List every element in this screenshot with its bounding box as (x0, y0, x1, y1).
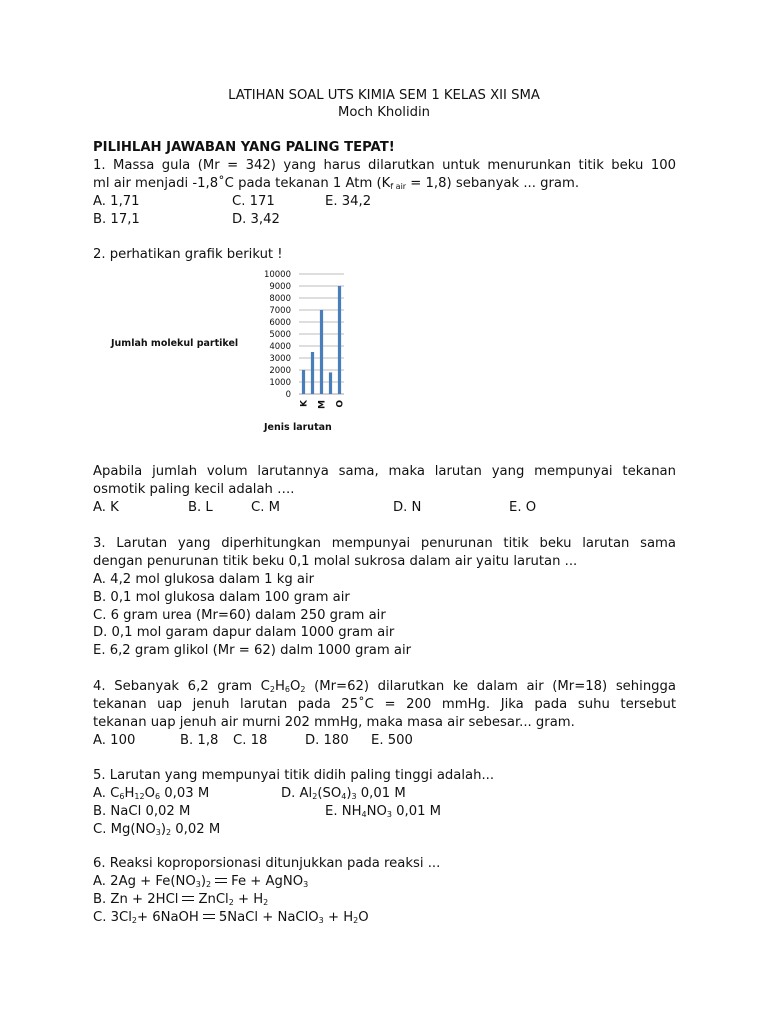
q6-option-b: B. Zn + 2HCl ZnCl$_2$ + $H_2$ (93, 892, 269, 907)
reaction-arrow-icon (203, 914, 215, 919)
q4-option-d: D. 180 (305, 733, 349, 748)
q4-text-line2: tekanan uap jenuh larutan pada 25˚C = 200 mmHg. Jika pada suhu tersebut (93, 697, 676, 712)
q5-text: 5. Larutan yang mempunyai titik didih paling tinggi adalah... (93, 768, 495, 783)
q2-text-line2: osmotik paling kecil adalah …. (93, 482, 295, 497)
q4-text-line3: tekanan uap jenuh air murni 202 mmHg, maka masa air sebesar... gram. (93, 715, 575, 730)
instruction: PILIHLAH JAWABAN YANG PALING TEPAT! (93, 140, 395, 155)
chart-bar-m (320, 310, 323, 394)
q3-option-c: C. 6 gram urea (Mr=60) dalam 250 gram air (93, 608, 386, 623)
q2-text-line1: Apabila jumlah volum larutannya sama, maka larutan yang mempunyai tekanan (93, 464, 676, 479)
chart-x-axis-label: Jenis larutan (264, 422, 332, 433)
chart-y-tick-label: 2000 (269, 366, 291, 376)
chart-y-tick-label: 1000 (269, 378, 291, 388)
q4-option-e: E. 500 (371, 733, 413, 748)
q2-option-a: A. K (93, 500, 119, 515)
document-author: Moch Kholidin (337, 105, 431, 120)
q1-option-e: E. 34,2 (325, 194, 372, 209)
q5-option-b: B. NaCl 0,02 M (93, 804, 191, 819)
chart-bar-o (338, 286, 341, 394)
chart-x-tick-label: O (335, 400, 346, 408)
q5-option-c: C. $Mg(NO_3)_2$ 0,02 M (93, 822, 221, 837)
q2-intro: 2. perhatikan grafik berikut ! (93, 247, 283, 262)
q4-text-line1: 4. Sebanyak 6,2 gram $C_2H_6O_2$ (Mr=62) dilarutkan ke dalam air (Mr=18) sehingga (93, 679, 677, 694)
q1-option-b: B. 17,1 (93, 212, 140, 227)
q5-option-e: E. $NH_4NO_3$ 0,01 M (325, 804, 442, 819)
q1-option-a: A. 1,71 (93, 194, 140, 209)
chart-y-tick-label: 7000 (269, 306, 291, 316)
bar-chart (100, 264, 360, 436)
chart-y-tick-label: 9000 (269, 282, 291, 292)
chart-x-tick-labels (300, 399, 346, 409)
chart-y-tick-label: 5000 (269, 330, 291, 340)
q5-option-a: A. $C_6H_{12}O_6$ 0,03 M (93, 786, 210, 801)
chart-bars (302, 286, 341, 394)
reaction-arrow-icon (182, 896, 194, 901)
q3-option-a: A. 4,2 mol glukosa dalam 1 kg air (93, 572, 315, 587)
q6-option-c: C. $3Cl_2+$ 6NaOH 5NaCl + NaClO$_3$ + $H_2O$ (93, 910, 369, 925)
q2-option-c: C. M (251, 500, 280, 515)
q2-option-d: D. N (393, 500, 422, 515)
document-title: LATIHAN SOAL UTS KIMIA SEM 1 KELAS XII SMA (228, 88, 540, 103)
q1-option-d: D. 3,42 (232, 212, 280, 227)
chart-y-tick-label: 0 (285, 390, 291, 400)
chart-y-tick-label: 6000 (269, 318, 291, 328)
q4-option-a: A. 100 (93, 733, 136, 748)
q3-text-line1: 3. Larutan yang diperhitungkan mempunyai penurunan titik beku larutan sama (93, 536, 676, 551)
q2-option-e: E. O (509, 500, 537, 515)
q4-option-b: B. 1,8 (180, 733, 219, 748)
q1-option-c: C. 171 (232, 194, 275, 209)
q5-option-d: D. $Al_2(SO_4)_3$ 0,01 M (281, 786, 406, 801)
q1-text-line2: ml air menjadi -1,8˚C pada tekanan 1 Atm $(K_{f air} = 1,8)$ sebanyak ... gram. (93, 176, 580, 191)
q6-text: 6. Reaksi koproporsionasi ditunjukkan pada reaksi ... (93, 856, 441, 871)
chart-bar-n (329, 372, 332, 394)
chart-y-tick-label: 8000 (269, 294, 291, 304)
q3-option-d: D. 0,1 mol garam dapur dalam 1000 gram air (93, 625, 395, 640)
chart-x-tick-label: M (317, 400, 328, 409)
chart-y-tick-label: 3000 (269, 354, 291, 364)
chart-bar-l (311, 352, 314, 394)
chart-y-tick-labels (264, 270, 291, 400)
q6-option-a: A. $2Ag + Fe(NO_3)_2$ Fe + AgNO$_3$ (93, 874, 309, 889)
reaction-arrow-icon (215, 878, 227, 883)
q3-option-e: E. 6,2 gram glikol (Mr = 62) dalm 1000 gram air (93, 643, 412, 658)
q2-option-b: B. L (188, 500, 213, 515)
chart-x-tick-label: K (299, 400, 310, 407)
chart-bar-k (302, 370, 305, 394)
q3-option-b: B. 0,1 mol glukosa dalam 100 gram air (93, 590, 350, 605)
chart-y-tick-label: 10000 (263, 270, 291, 280)
chart-y-axis-label: Jumlah molekul partikel (111, 338, 239, 349)
q3-text-line2: dengan penurunan titik beku 0,1 molal sukrosa dalam air yaitu larutan ... (93, 554, 578, 569)
q4-option-c: C. 18 (233, 733, 268, 748)
chart-y-tick-label: 4000 (269, 342, 291, 352)
q1-text-line1: 1. Massa gula (Mr = 342) yang harus dilarutkan untuk menurunkan titik beku 100 (93, 158, 676, 173)
